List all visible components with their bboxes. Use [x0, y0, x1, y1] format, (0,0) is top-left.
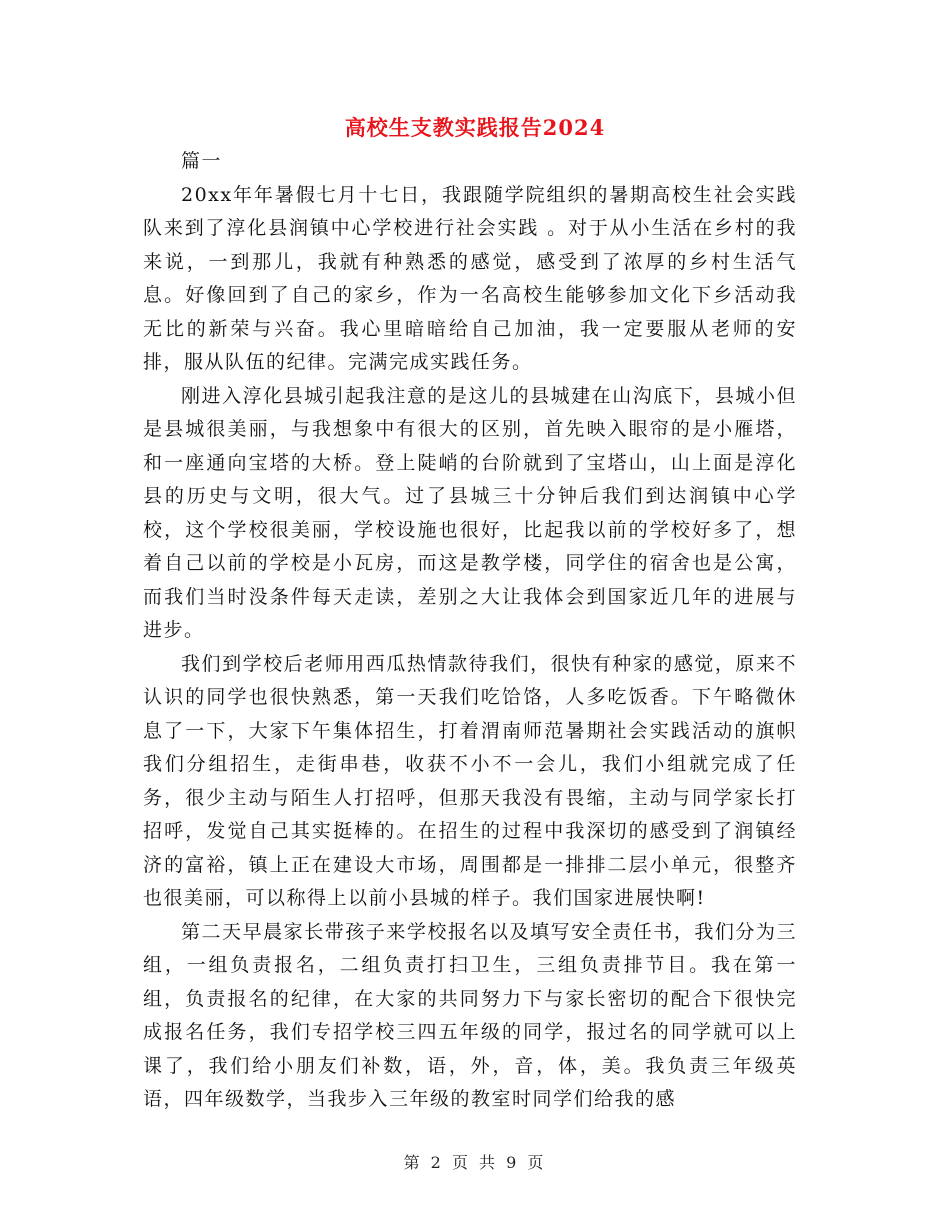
section-label: 篇一 — [181, 150, 223, 172]
document-title: 高校生支教实践报告2024 — [344, 115, 606, 140]
document-body — [143, 145, 797, 1117]
paragraph-1: 20xx年年暑假七月十七日，我跟随学院组织的暑期高校生社会实践队来到了淳化县润镇中心学校进行社会实践 。对于从小生活在乡村的我来说，一到那儿，我就有种熟悉的感觉，感受到了浓厚的乡村生活气息。好像回到了自己的家乡，作为一名高校生能够参加文化下乡活动我无比的新荣与兴奋。我心里暗暗给自己加油，我一定要服从老师的安排，服从队伍的纪律。完满完成实践任务。 — [143, 183, 797, 373]
paragraph-3: 我们到学校后老师用西瓜热情款待我们，很快有种家的感觉，原来不认识的同学也很快熟悉，第一天我们吃饸饹，人多吃饭香。下午略微休息了一下，大家下午集体招生，打着渭南师范暑期社会实践活动的旗帜我们分组招生，走街串巷，收获不小不一会儿，我们小组就完成了任务，很少主动与陌生人打招呼，但那天我没有畏缩，主动与同学家长打招呼，发觉自己其实挺棒的。在招生的过程中我深切的感受到了润镇经济的富裕，镇上正在建设大市场，周围都是一排排二层小单元，很整齐也很美丽，可以称得上以前小县城的样子。我们国家进展快啊! — [143, 652, 797, 909]
paragraph-4: 第二天早晨家长带孩子来学校报名以及填写安全责任书，我们分为三组，一组负责报名，二组负责打扫卫生，三组负责排节目。我在第一组，负责报名的纪律，在大家的共同努力下与家长密切的配合下很快完成报名任务，我们专招学校三四五年级的同学，报过名的同学就可以上课了，我们给小朋友们补数，语，外，音，体，美。我负责三年级英语，四年级数学，当我步入三年级的教室时同学们给我的感 — [143, 920, 797, 1110]
paragraph-2: 刚进入淳化县城引起我注意的是这儿的县城建在山沟底下，县城小但是县城很美丽，与我想象中有很大的区别，首先映入眼帘的是小雁塔，和一座通向宝塔的大桥。登上陡峭的台阶就到了宝塔山，山上面是淳化县的历史与文明，很大气。过了县城三十分钟后我们到达润镇中心学校，这个学校很美丽，学校设施也很好，比起我以前的学校好多了，想着自己以前的学校是小瓦房，而这是教学楼，同学住的宿舍也是公寓，而我们当时没条件每天走读，差别之大让我体会到国家近几年的进展与进步。 — [143, 384, 797, 641]
page-number-footer: 第 2 页 共 9 页 — [403, 1153, 547, 1172]
